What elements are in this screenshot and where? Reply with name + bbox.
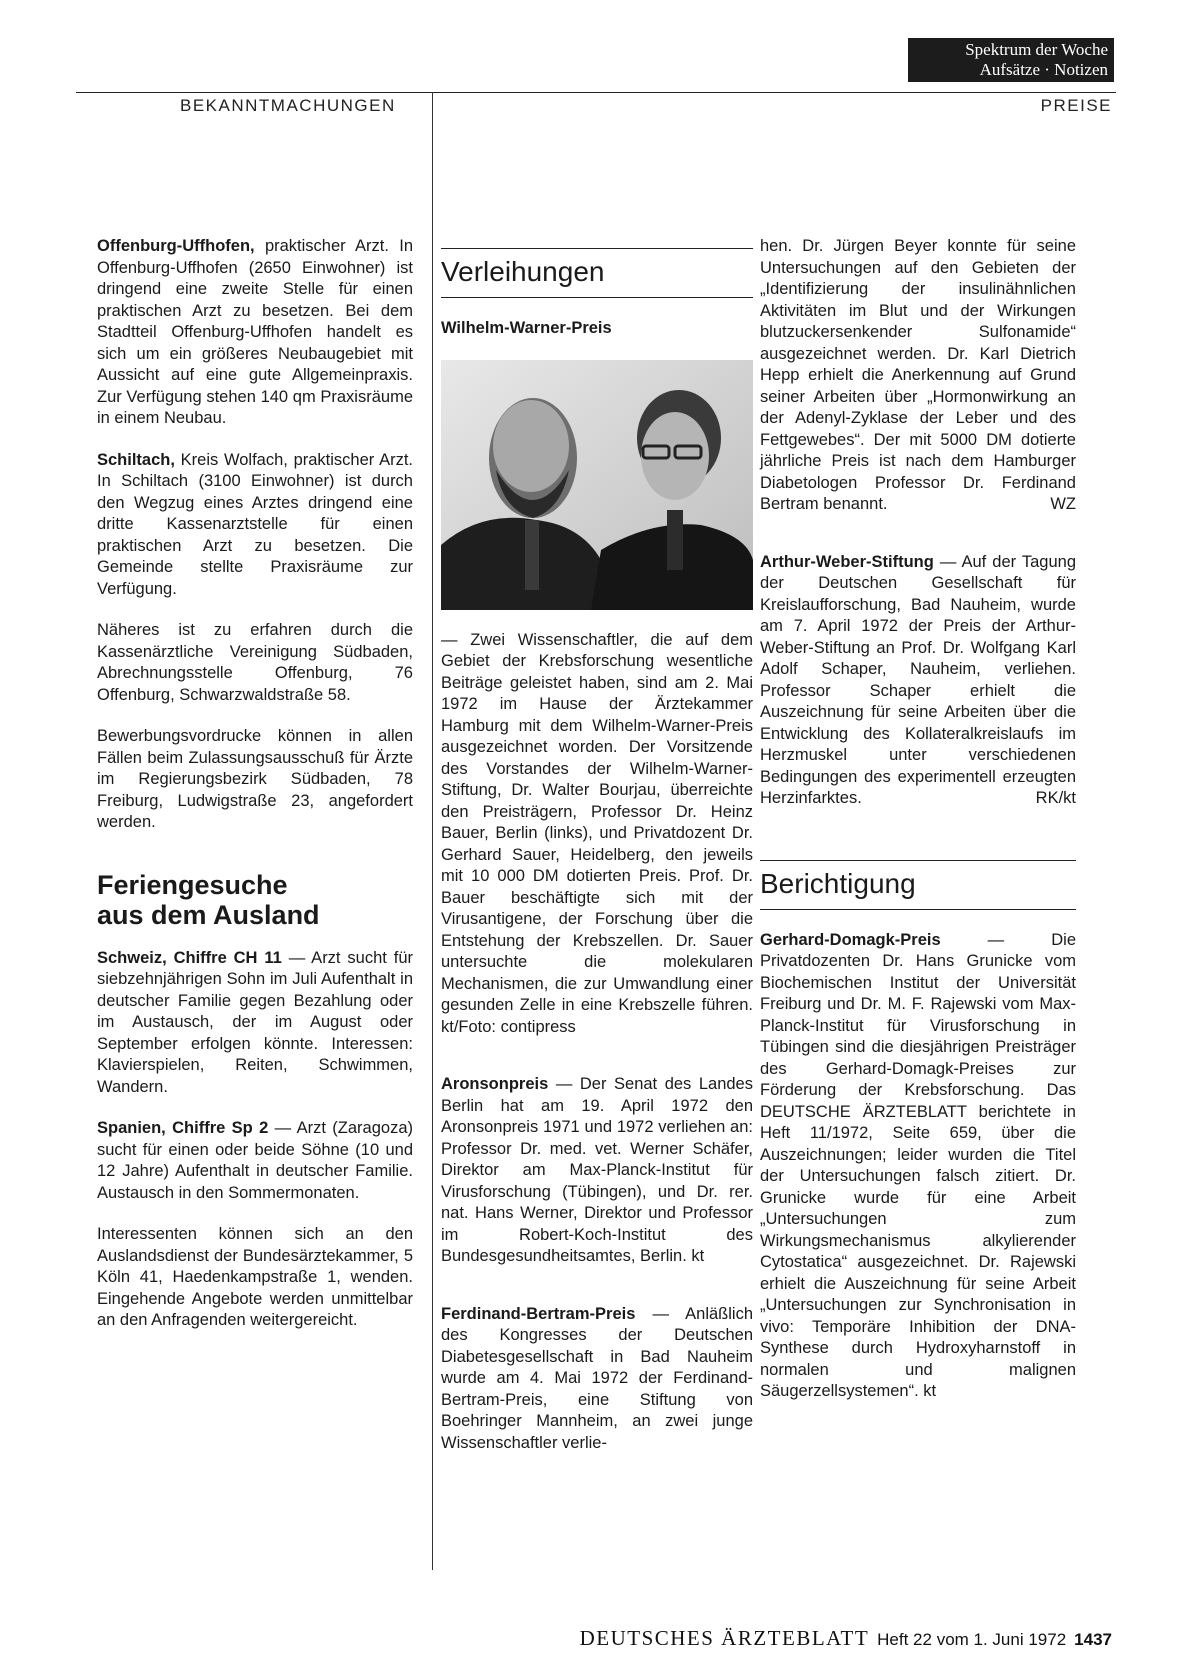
request-switzerland bbox=[97, 948, 413, 1099]
section-badge bbox=[908, 38, 1114, 82]
award-body: — Der Senat des Landes Berlin hat am 19. April 1972 den Aronsonpreis 1971 und 1972 verliehen an: Professor Dr. med. vet. Werner Schäfer, Direktor am Max-Planck-Institut für Virusforschung (Tübingen), und Dr. rer. nat. Hans Werner, Direktor und Professor im Robert-Koch-Institut des Bundesgesundheitsamtes, Berlin. kt bbox=[441, 1075, 753, 1265]
section-title-correction: Berichtigung bbox=[760, 860, 1076, 910]
page-number: 1437 bbox=[1074, 1630, 1112, 1649]
correction-lead: Gerhard-Domagk-Preis bbox=[760, 930, 941, 949]
heading-holiday-requests bbox=[97, 870, 413, 930]
heading-line: aus dem Ausland bbox=[97, 899, 320, 930]
notice-info: Näheres ist zu erfahren durch die Kassenärztliche Vereinigung Südbaden, Abrechnungsstelle Offenburg, 76 Offenburg, Schwarzwaldstraße 58. bbox=[97, 621, 413, 704]
award-signature: RK/kt bbox=[1035, 789, 1076, 807]
column-announcements bbox=[97, 236, 413, 1352]
column-awards bbox=[441, 248, 753, 1474]
notice-offenburg bbox=[97, 236, 413, 430]
request-contact-info: Interessenten können sich an den Auslandsdienst der Bundesärztekammer, 5 Köln 41, Haedenkampstraße 1, wenden. Eingehende Angebote werden unmittelbar an den Anfragenden weitergereicht. bbox=[97, 1225, 413, 1329]
page-footer bbox=[580, 1626, 1112, 1651]
request-body: — Arzt sucht für siebzehnjährigen Sohn im Juli Aufenthalt in deutscher Familie gegen Bezahlung oder im Austausch, der im August oder September erfolgen könnte. Interessen: Klavierspielen, Reiten, Schwimmen, Wandern. bbox=[97, 948, 413, 1096]
award-signature: WZ bbox=[1050, 495, 1076, 513]
award-lead: Arthur-Weber-Stiftung bbox=[760, 552, 934, 571]
notice-body: Kreis Wolfach, praktischer Arzt. In Schiltach (3100 Einwohner) ist durch den Wegzug eines Arztes dringend eine dritte Kassenarztstelle für einen praktischen Arzt zu besetzen. Die Gemeinde stellte Praxisräume zur Verfügung. bbox=[97, 450, 413, 598]
award-body: — Anläßlich des Kongresses der Deutschen Diabetesgesellschaft in Bad Nauheim wurde am 4. Mai 1972 der Ferdinand-Bertram-Preis, eine Stiftung von Boehringer Mannheim, an zwei junge Wissenschaftler verlie- bbox=[441, 1304, 753, 1452]
badge-line-2: Aufsätze · Notizen bbox=[979, 60, 1108, 79]
request-lead: Spanien, Chiffre Sp 2 bbox=[97, 1119, 269, 1137]
header-rule bbox=[76, 92, 1116, 93]
request-body: — Arzt (Zaragoza) sucht für einen oder beide Söhne (10 und 12 Jahre) Aufenthalt in deutscher Familie. Austausch in den Sommermonaten. bbox=[97, 1119, 413, 1202]
notice-schiltach bbox=[97, 450, 413, 601]
photo-award-winners bbox=[441, 360, 753, 610]
correction-body: — Die Privatdozenten Dr. Hans Grunicke vom Biochemischen Institut der Universität Freiburg und Dr. M. F. Rajewski vom Max-Planck-Institut für Virusforschung in Tübingen sind die diesjährigen Preisträger des Gerhard-Domagk-Preises zur Förderung der Krebsforschung. Das DEUTSCHE ÄRZTEBLATT berichtete in Heft 11/1972, Seite 659, über die Auszeichnungen; leider wurden die Titel der Untersuchungen falsch zitiert. Dr. Grunicke wurde für eine Arbeit „Untersuchungen zum Wirkungsmechanismus alkylierender Cytostatica“ ausgezeichnet. Dr. Rajewski erhielt die Auszeichnung für seine Arbeit „Untersuchungen zur Synchronisation in vivo: Temporäre Inhibition der DNA-Synthese durch Hydroxyharnstoff in normalen und malignen Säugerzellsystemen“. kt bbox=[760, 930, 1076, 1400]
header-right-label: PREISE bbox=[1040, 96, 1112, 115]
award-body: hen. Dr. Jürgen Beyer konnte für seine Untersuchungen auf den Gebieten der „Identifizierung der insulinähnlichen Aktivitäten im Blut und der Wirkungen blutzuckersenkender Sulfonamide“ ausgezeichnet werden. Dr. Karl Dietrich Hepp erhielt die Anerkennung auf Grund seiner Arbeiten über „Hormonwirkung an der Adenyl-Zyklase der Leber und des Fettgewebes“. Der mit 5000 DM dotierte jährliche Preis ist nach dem Hamburger Diabetologen Professor Dr. Ferdinand Bertram benannt. bbox=[760, 237, 1076, 513]
award-body: — Zwei Wissenschaftler, die auf dem Gebiet der Krebsforschung wesentliche Beiträge geleistet haben, sind am 2. Mai 1972 im Hause der Ärztekammer Hamburg mit dem Wilhelm-Warner-Preis ausgezeichnet worden. Der Vorsitzende des Vorstandes der Wilhelm-Warner-Stiftung, Dr. Walter Bourjau, überreichte den Preisträgern, Professor Dr. Heinz Bauer, Berlin (links), und Privatdozent Dr. Gerhard Sauer, Heidelberg, den jeweils mit 10 000 DM dotierten Preis. Prof. Dr. Bauer beschäftigte sich mit der Virusantigene, der Forschung über die Entstehung der Krebszellen. Dr. Sauer untersuchte die molekularen Mechanismen, die zur Umwandlung einer gesunden Zelle in eine Krebszelle führen. bbox=[441, 630, 753, 1014]
heading-line: Feriengesuche bbox=[97, 869, 288, 900]
award-lead: Aronsonpreis bbox=[441, 1075, 549, 1093]
badge-line-1: Spektrum der Woche bbox=[965, 40, 1108, 59]
column-divider bbox=[432, 92, 433, 1570]
column-awards-continued bbox=[760, 236, 1076, 1423]
award-wilhelm-warner bbox=[441, 318, 753, 340]
photo-illustration bbox=[441, 360, 753, 610]
award-body: — Auf der Tagung der Deutschen Gesellschaft für Kreislaufforschung, Bad Nauheim, wurde am 7. April 1972 der Preis der Arthur-Weber-Stiftung an Prof. Dr. Wolfgang Karl Adolf Schaper, Nauheim, verliehen. Professor Schaper erhielt die Auszeichnung für seine Arbeiten über die Entwicklung des Kollateralkreislaufs im Herzmuskel unter verschiedenen Bedingungen des experimentell erzeugten Herzinfarktes. bbox=[760, 552, 1076, 807]
award-lead: Wilhelm-Warner-Preis bbox=[441, 319, 612, 337]
notice-body: praktischer Arzt. In Offenburg-Uffhofen (2650 Einwohner) ist dringend eine zweite Stelle für einen praktischen Arzt zu besetzen. Bei dem Stadtteil Offenburg-Uffhofen handelt es sich um ein größeres Neubaugebiet mit Aussicht auf eine gute Allgemeinpraxis. Zur Verfügung stehen 140 qm Praxisräume in einem Neubau. bbox=[97, 237, 413, 427]
award-signature: kt/Foto: contipress bbox=[441, 1017, 576, 1036]
notice-application-forms: Bewerbungsvordrucke können in allen Fällen beim Zulassungsausschuß für Ärzte im Regierungsbezirk Südbaden, 78 Freiburg, Ludwigstraße 23, angefordert werden. bbox=[97, 727, 413, 831]
award-arthur-weber bbox=[760, 552, 1076, 810]
notice-lead: Schiltach, bbox=[97, 450, 175, 469]
footer-brand: DEUTSCHES ÄRZTEBLATT bbox=[579, 1626, 870, 1650]
footer-issue: Heft 22 vom 1. Juni 1972 bbox=[877, 1630, 1067, 1649]
request-spain bbox=[97, 1118, 413, 1204]
award-aronson bbox=[441, 1074, 753, 1268]
award-ferdinand-bertram-cont bbox=[760, 236, 1076, 516]
award-wilhelm-warner-text bbox=[441, 630, 753, 1039]
award-ferdinand-bertram bbox=[441, 1304, 753, 1455]
award-lead: Ferdinand-Bertram-Preis bbox=[441, 1304, 636, 1323]
section-title-awards: Verleihungen bbox=[441, 248, 753, 298]
notice-lead: Offenburg-Uffhofen, bbox=[97, 237, 255, 255]
correction-domagk bbox=[760, 930, 1076, 1403]
request-lead: Schweiz, Chiffre CH 11 bbox=[97, 948, 282, 967]
header-left-label: BEKANNTMACHUNGEN bbox=[180, 96, 396, 115]
